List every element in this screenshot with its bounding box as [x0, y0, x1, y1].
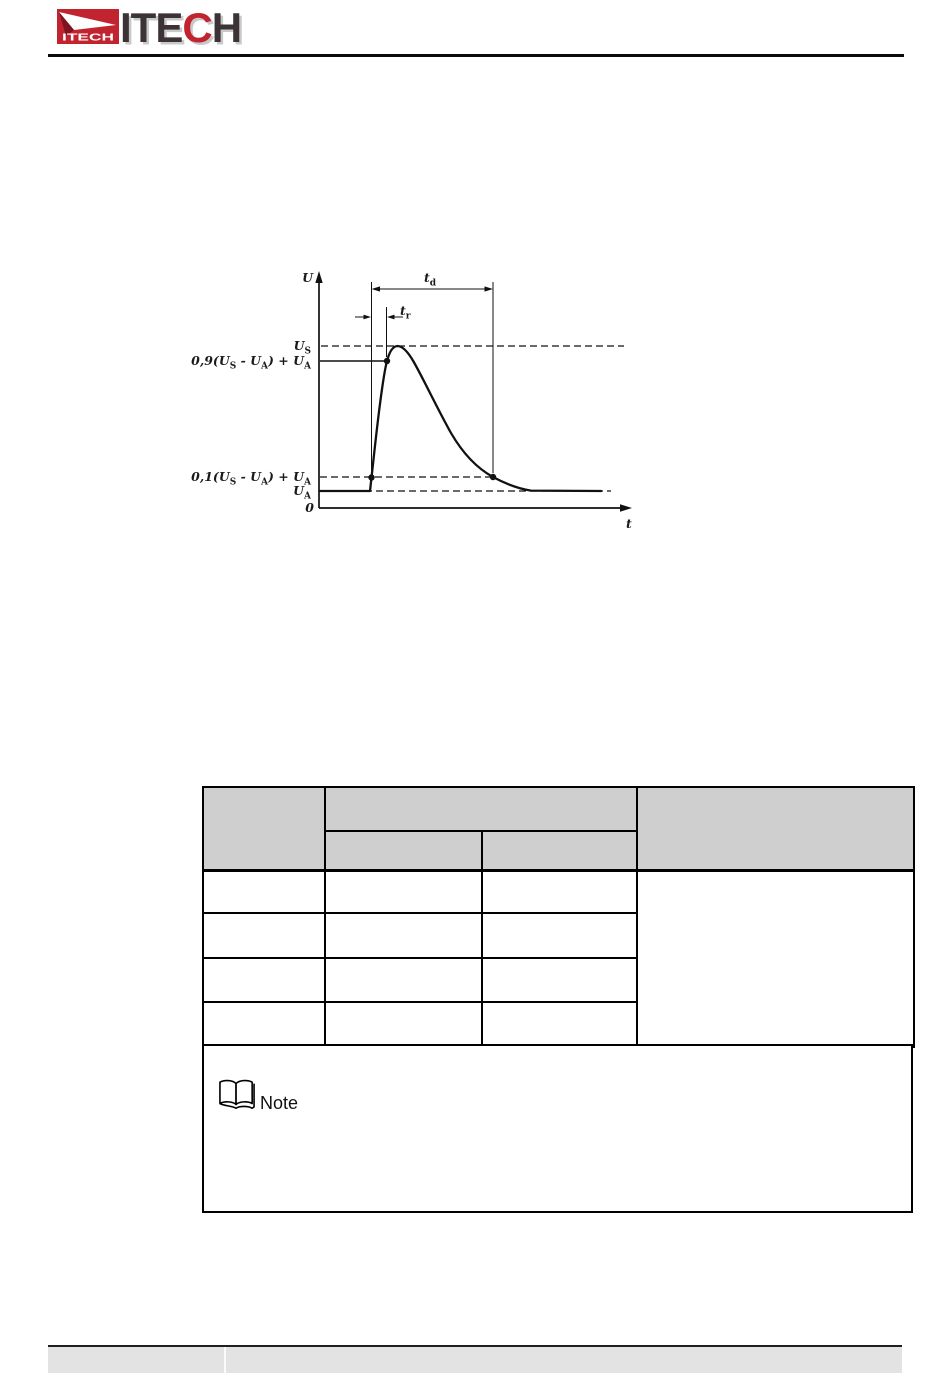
y-axis-label: U: [302, 270, 313, 285]
pulse-waveform-figure: [191, 262, 660, 542]
spec-table: [202, 786, 915, 1048]
footer-bar: [48, 1347, 902, 1373]
p10-fall-point: [490, 474, 496, 480]
pulse-curve: [320, 346, 601, 491]
note-box: [202, 1044, 913, 1213]
table-header-cell-col4: [637, 787, 914, 870]
table-row: [203, 870, 914, 913]
logo-wordmark: [120, 4, 242, 51]
origin-label: 0: [305, 500, 314, 515]
table-cell: [482, 870, 637, 913]
p90-level-label: $0,9(U_S - U_A) + U_A$: [191, 353, 311, 372]
tr-right-arrowhead: [387, 315, 395, 320]
p90-rise-point: [384, 358, 390, 364]
td-duration-label: $t_d$: [424, 270, 437, 289]
table-cell: [482, 958, 637, 1002]
footer-divider: [224, 1347, 226, 1373]
tr-risetime-label: $t_r$: [400, 303, 411, 322]
table-cell: [325, 913, 482, 958]
table-cell: [325, 870, 482, 913]
y-axis-arrowhead: [315, 271, 322, 283]
td-right-arrowhead: [485, 286, 494, 291]
note-label: Note: [260, 1093, 299, 1113]
open-book-icon: [216, 1077, 258, 1113]
table-cell: [325, 958, 482, 1002]
table-cell: [203, 1002, 325, 1047]
p10-rise-point: [368, 474, 374, 480]
logo-word-suffix: H: [211, 4, 242, 51]
table-header-cell-group: [325, 787, 637, 831]
logo-word-prefix: ITE: [120, 4, 183, 51]
table-header-cell-col1: [203, 787, 325, 870]
table-header-cell-sub1: [325, 831, 482, 870]
table-cell: [325, 1002, 482, 1047]
table-cell: [203, 913, 325, 958]
x-axis-label: t: [626, 516, 632, 531]
table-cell-merged-last-column: [637, 870, 914, 1047]
p10-level-label: $0,1(U_S - U_A) + U_A$: [191, 469, 311, 488]
header-rule: [48, 54, 904, 57]
note-badge: [216, 1077, 298, 1113]
table-cell: [482, 913, 637, 958]
ua-level-label: $U_A$: [293, 483, 311, 502]
x-axis-arrowhead: [620, 504, 632, 511]
table-cell: [482, 1002, 637, 1047]
pulse-waveform-plot: [200, 262, 660, 542]
table-header-cell-sub2: [482, 831, 637, 870]
logo-mark-text: ITECH: [62, 32, 114, 44]
logo-word-accent: C: [182, 4, 212, 51]
td-left-arrowhead: [372, 286, 381, 291]
table-header-row-1: [203, 787, 914, 831]
tr-left-arrowhead: [364, 315, 372, 320]
itech-logo-mark-icon: [57, 9, 119, 44]
us-level-label: $U_S$: [293, 338, 311, 357]
table-cell: [203, 870, 325, 913]
table-cell: [203, 958, 325, 1002]
